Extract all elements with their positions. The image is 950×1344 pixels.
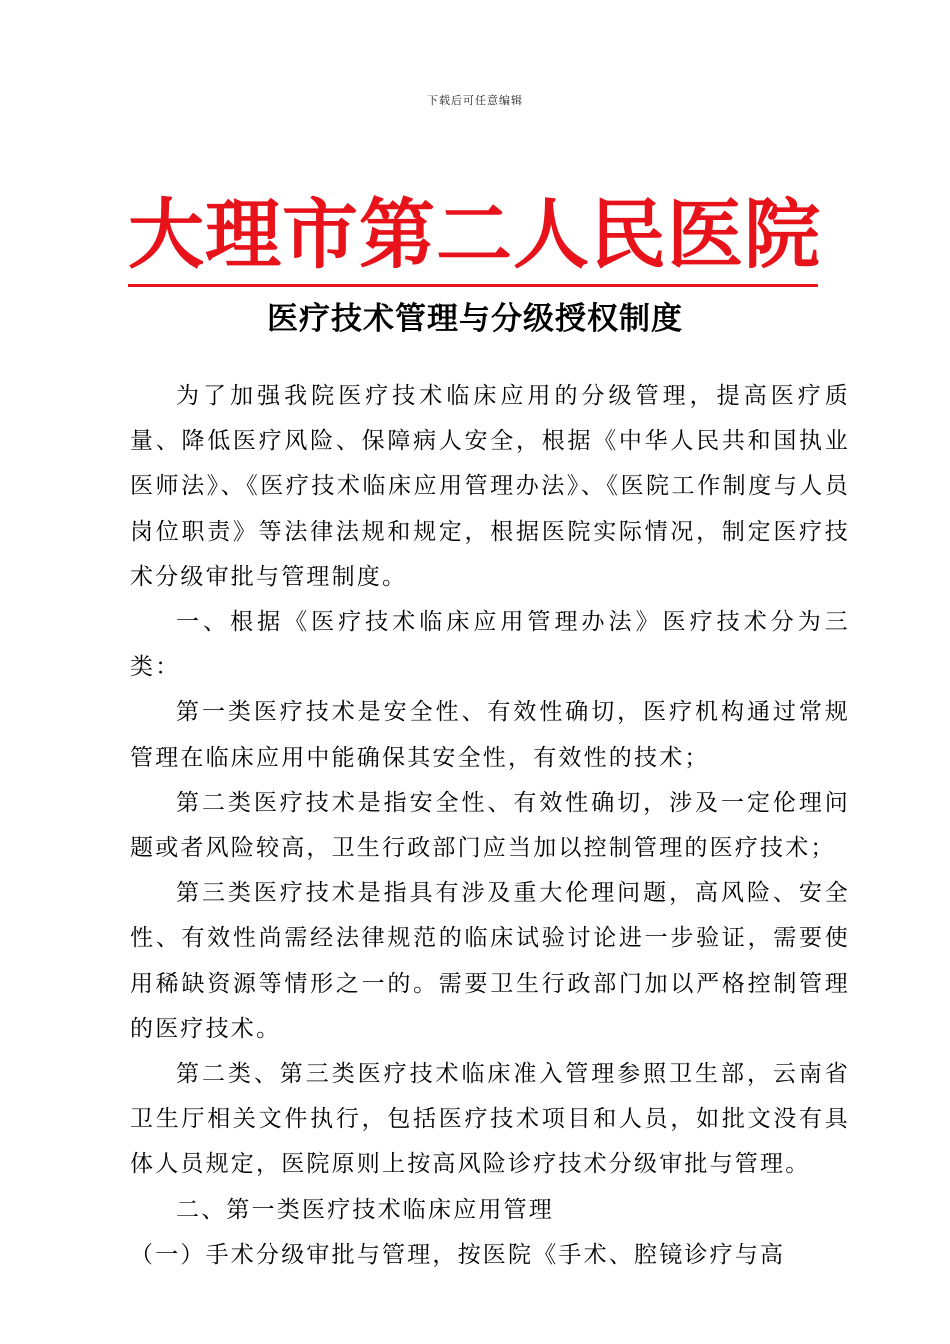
paragraph-section-2-heading: 二、第一类医疗技术临床应用管理 — [176, 1196, 554, 1223]
paragraph-class-2: 第二类医疗技术是指安全性、有效性确切，涉及一定伦理问题或者风险较高，卫生行政部门应当加以控制管理的医疗技术； — [130, 789, 850, 862]
paragraph-intro: 为了加强我院医疗技术临床应用的分级管理，提高医疗质量、降低医疗风险、保障病人安全，根据《中华人民共和国执业医师法》、《医疗技术临床应用管理办法》、《医院工作制度与人员岗位职责》等法律法规和规定，根据医院实际情况，制定医疗技术分级审批与管理制度。 — [130, 383, 850, 590]
document-body — [130, 374, 850, 1278]
paragraph-access-management: 第二类、第三类医疗技术临床准入管理参照卫生部，云南省卫生厅相关文件执行，包括医疗技术项目和人员，如批文没有具体人员规定，医院原则上按高风险诊疗技术分级审批与管理。 — [130, 1061, 850, 1178]
organization-title: 大理市第二人民医院 — [128, 190, 821, 279]
paragraph-class-1: 第一类医疗技术是安全性、有效性确切，医疗机构通过常规管理在临床应用中能确保其安全性，有效性的技术； — [130, 699, 850, 771]
paragraph-section-1-heading: 一、根据《医疗技术临床应用管理办法》医疗技术分为三类： — [130, 609, 850, 681]
header-note: 下载后可任意编辑 — [427, 94, 523, 107]
red-divider-line — [128, 284, 818, 287]
document-title: 医疗技术管理与分级授权制度 — [267, 301, 683, 337]
paragraph-class-3: 第三类医疗技术是指具有涉及重大伦理问题，高风险、安全性、有效性尚需经法律规范的临床试验讨论进一步验证，需要使用稀缺资源等情形之一的。需要卫生行政部门加以严格控制管理的医疗技术。 — [130, 880, 850, 1042]
paragraph-subsection-1: （一）手术分级审批与管理，按医院《手术、腔镜诊疗与高 — [130, 1241, 786, 1268]
